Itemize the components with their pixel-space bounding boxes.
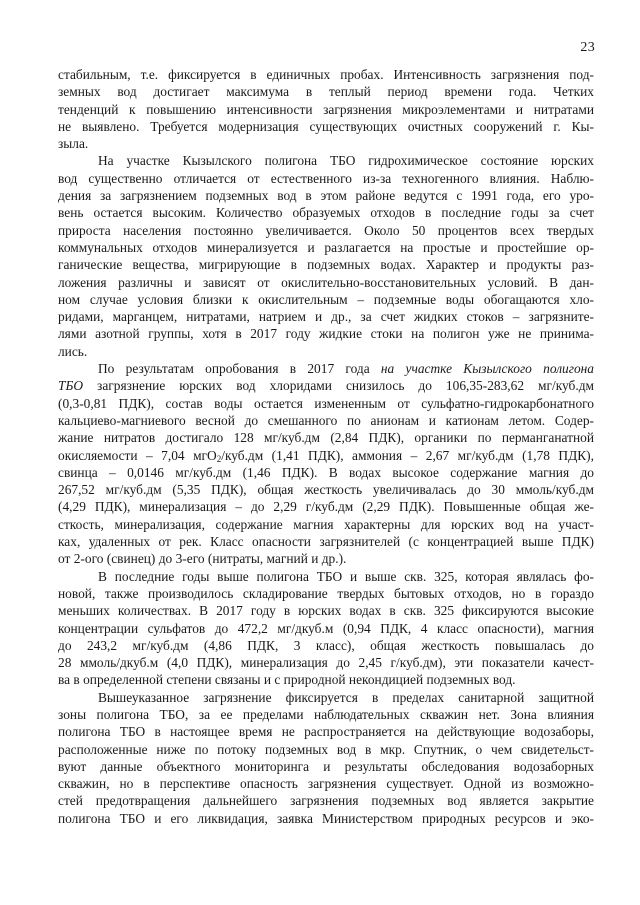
text-line bbox=[58, 689, 594, 706]
line-text: стей предотвращения дальнейшего загрязнения подземных вод является закрытие bbox=[58, 793, 594, 809]
line-text: не выявлено. Требуется модернизация существующих очистных сооружений г. Кы- bbox=[58, 118, 594, 134]
line-text: меньших количествах. В 2017 году в юрских водах в скв. 325 фиксируются высокие bbox=[58, 603, 594, 619]
text-line bbox=[58, 429, 594, 446]
page-number: 23 bbox=[580, 40, 595, 55]
text-line bbox=[58, 550, 594, 567]
body-text bbox=[58, 66, 594, 827]
line-text: ках, удаленных от рек. Класс опасности загрязнителей (с концентрацией выше ПДК) bbox=[58, 534, 594, 550]
text-line bbox=[58, 585, 594, 602]
line-text: 28 ммоль/дкуб.м (4,0 ПДК), минерализация до 2,45 г/куб.дм), эти показатели качест- bbox=[58, 655, 594, 671]
text-line bbox=[58, 256, 594, 273]
line-text: от 2-ого (свинец) до 3-его (нитраты, магний и др.). bbox=[58, 551, 347, 567]
text-line bbox=[58, 758, 594, 775]
text-line bbox=[58, 637, 594, 654]
line-text: ном случае условия близки к окислительным – подземные воды обогащаются хло- bbox=[58, 291, 594, 307]
text-line bbox=[58, 671, 594, 688]
line-text: зоны полигона ТБО, за ее пределами наблюдательных скважин нет. Зона влияния bbox=[58, 706, 594, 722]
text-line bbox=[58, 723, 594, 740]
text-line bbox=[58, 464, 594, 481]
text-line bbox=[58, 412, 594, 429]
line-text: лись. bbox=[58, 343, 88, 359]
text-line bbox=[58, 498, 594, 515]
text-line bbox=[58, 239, 594, 256]
text-line bbox=[58, 274, 594, 291]
text-line bbox=[58, 395, 594, 412]
text-line bbox=[58, 308, 594, 325]
line-text: новой, также производилось складирование твердых бытовых отходов, но в гораздо bbox=[58, 585, 594, 601]
line-text: стабильным, т.е. фиксируется в единичных пробах. Интенсивность загрязнения под- bbox=[58, 67, 594, 82]
text-line bbox=[58, 533, 594, 550]
line-text: На участке Кызылского полигона ТБО гидрохимическое состояние юрских bbox=[98, 153, 594, 169]
line-text: /куб.дм (1,41 ПДК), аммония – 2,67 мг/куб.дм (1,78 ПДК), bbox=[221, 447, 594, 463]
text-line bbox=[58, 620, 594, 637]
text-line bbox=[58, 447, 594, 464]
text-line bbox=[58, 810, 594, 827]
text-line bbox=[58, 152, 594, 169]
text-line bbox=[58, 66, 594, 83]
line-text: скважин, но в перспективе опасность загрязнения существует. Одной из возможно- bbox=[58, 776, 594, 792]
line-text: ридами, марганцем, нитратами, натрием и др., за счет жидких стоков – загрязните- bbox=[58, 309, 594, 325]
text-line bbox=[58, 135, 594, 152]
text-line bbox=[58, 222, 594, 239]
line-text: ганические вещества, мигрирующие в подземных водах. Характер и продукты раз- bbox=[58, 257, 594, 273]
text-line bbox=[58, 343, 594, 360]
text-line bbox=[58, 706, 594, 723]
line-text: зыла. bbox=[58, 136, 89, 152]
line-text: 267,52 мг/куб.дм (5,35 ПДК), общая жесткость увеличивалась до 30 ммоль/куб.дм bbox=[58, 482, 594, 498]
italic-text: на участке Кызылского полигона bbox=[380, 361, 594, 377]
text-line bbox=[58, 568, 594, 585]
line-text: окисляемости – 7,04 мгО bbox=[58, 447, 217, 463]
line-text: свинца – 0,0146 мг/куб.дм (1,46 ПДК). В водах высокое содержание магния до bbox=[58, 464, 594, 480]
line-text: лями азотной группы, хотя в 2017 году жидкие стоки на полигон уже не принима- bbox=[58, 326, 594, 342]
line-text: полигона ТБО и его ликвидация, заявка Министерством природных ресурсов и эко- bbox=[58, 810, 594, 826]
text-line bbox=[58, 792, 594, 809]
text-line bbox=[58, 775, 594, 792]
line-text: тенденций к повышению интенсивности загрязнения микроэлементами и нитратами bbox=[58, 101, 594, 117]
line-text: Вышеуказанное загрязнение фиксируется в пределах санитарной защитной bbox=[98, 689, 594, 705]
text-line bbox=[58, 291, 594, 308]
italic-text: ТБО bbox=[58, 378, 84, 394]
line-text: кальциево-магниевого весной до смешанного по анионам и катионам летом. Содер- bbox=[58, 412, 594, 428]
text-line bbox=[58, 187, 594, 204]
line-text: вуют данные объектного мониторинга и результаты обследования водозаборных bbox=[58, 758, 594, 774]
line-text: ва в определенной степени связаны и с природной некондицией подземных вод. bbox=[58, 672, 516, 688]
text-line bbox=[58, 481, 594, 498]
line-text: (0,3-0,81 ПДК), состав воды остается измененным от сульфатно-гидрокарбонатного bbox=[58, 395, 594, 411]
line-text: расположенные ниже по потоку подземных вод в мкр. Спутник, о чем свидетельст- bbox=[58, 741, 594, 757]
text-line bbox=[58, 118, 594, 135]
line-text: вень остается высоким. Количество образуемых отходов в последние годы за счет bbox=[58, 205, 594, 221]
line-text: загрязнение юрских вод хлоридами снизилось до 106,35-283,62 мг/куб.дм bbox=[83, 378, 594, 394]
line-text: жание нитратов достигало 128 мг/куб.дм (2,84 ПДК), органики по перманганатной bbox=[58, 430, 594, 446]
text-line bbox=[58, 602, 594, 619]
subscript: 2 bbox=[216, 453, 222, 464]
text-line bbox=[58, 360, 594, 377]
text-line bbox=[58, 204, 594, 221]
text-line bbox=[58, 170, 594, 187]
line-text: вод существенно отличается от естественного из-за техногенного влияния. Наблю- bbox=[58, 170, 594, 186]
text-line bbox=[58, 741, 594, 758]
line-text: земных вод достигает максимума в теплый период времени года. Четких bbox=[58, 84, 594, 100]
line-text: дения за загрязнением подземных вод в этом районе ведутся с 1991 года, его уро- bbox=[58, 188, 594, 204]
line-text: прироста населения постоянно увеличивается. Около 50 процентов всех твердых bbox=[58, 222, 594, 238]
line-text: до 243,2 мг/куб.дм (4,86 ПДК, 3 класс), общая жесткость повышалась до bbox=[58, 637, 594, 653]
text-line bbox=[58, 377, 594, 394]
line-text: концентрации сульфатов до 472,2 мг/дкуб.м (0,94 ПДК, 4 класс опасности), магния bbox=[58, 620, 594, 636]
text-line bbox=[58, 101, 594, 118]
line-text: коммунальных отходов минерализуется и разлагается на простые и простейшие ор- bbox=[58, 239, 594, 255]
line-text: По результатам опробования в 2017 года bbox=[98, 361, 381, 377]
text-line bbox=[58, 83, 594, 100]
line-text: сткость, минерализация, содержание магния характерны для юрских вод на участ- bbox=[58, 516, 594, 532]
line-text: полигона ТБО в настоящее время не распространяется на действующие водозаборы, bbox=[58, 724, 594, 740]
line-text: (4,29 ПДК), минерализация – до 2,29 г/куб.дм (2,29 ПДК). Повышенные общая же- bbox=[58, 499, 594, 515]
line-text: В последние годы выше полигона ТБО и выше скв. 325, которая являлась фо- bbox=[98, 568, 594, 584]
text-line bbox=[58, 654, 594, 671]
text-line bbox=[58, 516, 594, 533]
text-line bbox=[58, 325, 594, 342]
line-text: ложения различны и зависят от окислительно-восстановительных условий. В дан- bbox=[58, 274, 594, 290]
